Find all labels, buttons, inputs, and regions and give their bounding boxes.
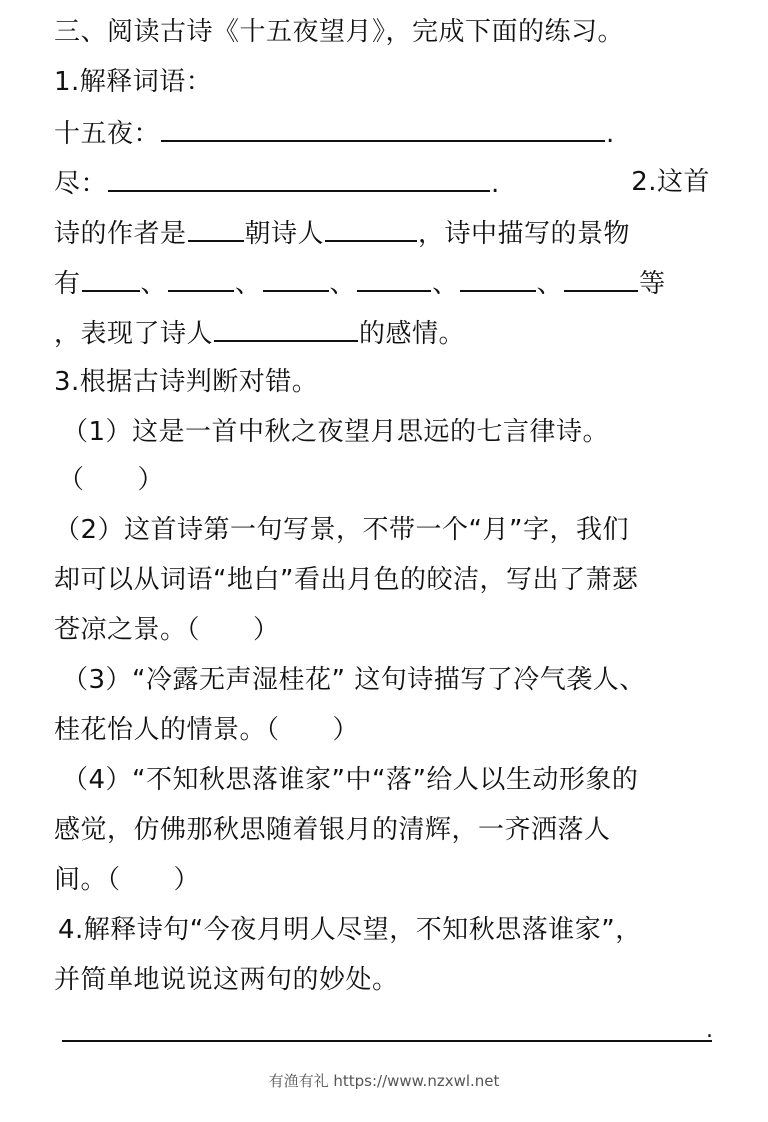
q1-term1-row bbox=[54, 114, 724, 150]
q2-row4 bbox=[54, 314, 724, 350]
q3-title: 3.根据古诗判断对错。 bbox=[54, 367, 319, 397]
q1-term2-row bbox=[54, 164, 724, 200]
q2-deng: 等 bbox=[639, 269, 666, 299]
q2-scene-blank-3[interactable] bbox=[263, 264, 329, 292]
q2-feeling-end: 的感情。 bbox=[359, 319, 466, 349]
q3-item2-line3[interactable]: 苍凉之景。（ ） bbox=[54, 615, 280, 645]
q4-line1: 4.解释诗句“今夜月明人尽望，不知秋思落谁家”， bbox=[58, 915, 642, 945]
q2-sep: 、 bbox=[235, 269, 262, 299]
q2-scene-blank-4[interactable] bbox=[357, 264, 431, 292]
q2-start: 2.这首 bbox=[631, 167, 710, 197]
q3-item1: （1）这是一首中秋之夜望月思远的七言律诗。 bbox=[62, 417, 610, 447]
q2-scene-blank-2[interactable] bbox=[168, 264, 234, 292]
q3-item1-answer[interactable]: （ ） bbox=[58, 465, 165, 495]
q1-term2-end: . bbox=[491, 169, 500, 199]
q1-title: 1.解释词语： bbox=[54, 67, 213, 97]
q3-item4-line2: 感觉，仿佛那秋思随着银月的清辉，一齐洒落人 bbox=[54, 815, 611, 845]
q2-scene-blank-6[interactable] bbox=[564, 264, 638, 292]
q2-poet-label: 朝诗人 bbox=[244, 219, 325, 249]
q2-row2 bbox=[54, 214, 724, 250]
q3-item4-line3[interactable]: 间。（ ） bbox=[54, 865, 201, 895]
q2-scene-blank-1[interactable] bbox=[82, 264, 140, 292]
q3-item2-line1: （2）这首诗第一句写景，不带一个“月”字，我们 bbox=[54, 515, 629, 545]
q3-item3-line2[interactable]: 桂花怡人的情景。（ ） bbox=[54, 715, 360, 745]
q1-term2-label: 尽： bbox=[54, 169, 108, 199]
q2-feeling-blank[interactable] bbox=[214, 314, 358, 342]
q2-sep: 、 bbox=[432, 269, 459, 299]
q3-item3-line1: （3）“冷露无声湿桂花” 这句诗描写了冷气袭人、 bbox=[62, 665, 646, 695]
q1-term1-end: . bbox=[606, 119, 615, 149]
q2-sep: 、 bbox=[329, 269, 357, 299]
q2-author-label: 诗的作者是 bbox=[54, 219, 187, 249]
q2-scenery-label: ，诗中描写的景物 bbox=[418, 219, 631, 249]
watermark-footer: 有渔有礼 https://www.nzxwl.net bbox=[268, 1072, 500, 1090]
q2-poet-blank[interactable] bbox=[325, 214, 417, 242]
q2-feeling-label: ，表现了诗人 bbox=[54, 319, 214, 349]
q2-you: 有 bbox=[54, 269, 81, 299]
q1-term2-blank[interactable] bbox=[108, 164, 490, 192]
q1-term1-blank[interactable] bbox=[161, 114, 605, 142]
q2-sep: 、 bbox=[536, 269, 564, 299]
section-title: 三、阅读古诗《十五夜望月》，完成下面的练习。 bbox=[54, 17, 625, 47]
q2-dynasty-blank[interactable] bbox=[188, 214, 244, 242]
q1-term1-label: 十五夜： bbox=[54, 119, 161, 149]
q4-answer-line[interactable] bbox=[62, 1040, 712, 1042]
q3-item4-line1: （4）“不知秋思落谁家”中“落”给人以生动形象的 bbox=[62, 765, 639, 795]
q4-line2: 并简单地说说这两句的妙处。 bbox=[54, 965, 399, 995]
q2-sep: 、 bbox=[140, 269, 168, 299]
q2-scene-blank-5[interactable] bbox=[460, 264, 536, 292]
q4-answer-end: . bbox=[706, 1018, 713, 1043]
q3-item2-line2: 却可以从词语“地白”看出月色的皎洁，写出了萧瑟 bbox=[54, 565, 639, 595]
q2-row3 bbox=[54, 264, 724, 300]
